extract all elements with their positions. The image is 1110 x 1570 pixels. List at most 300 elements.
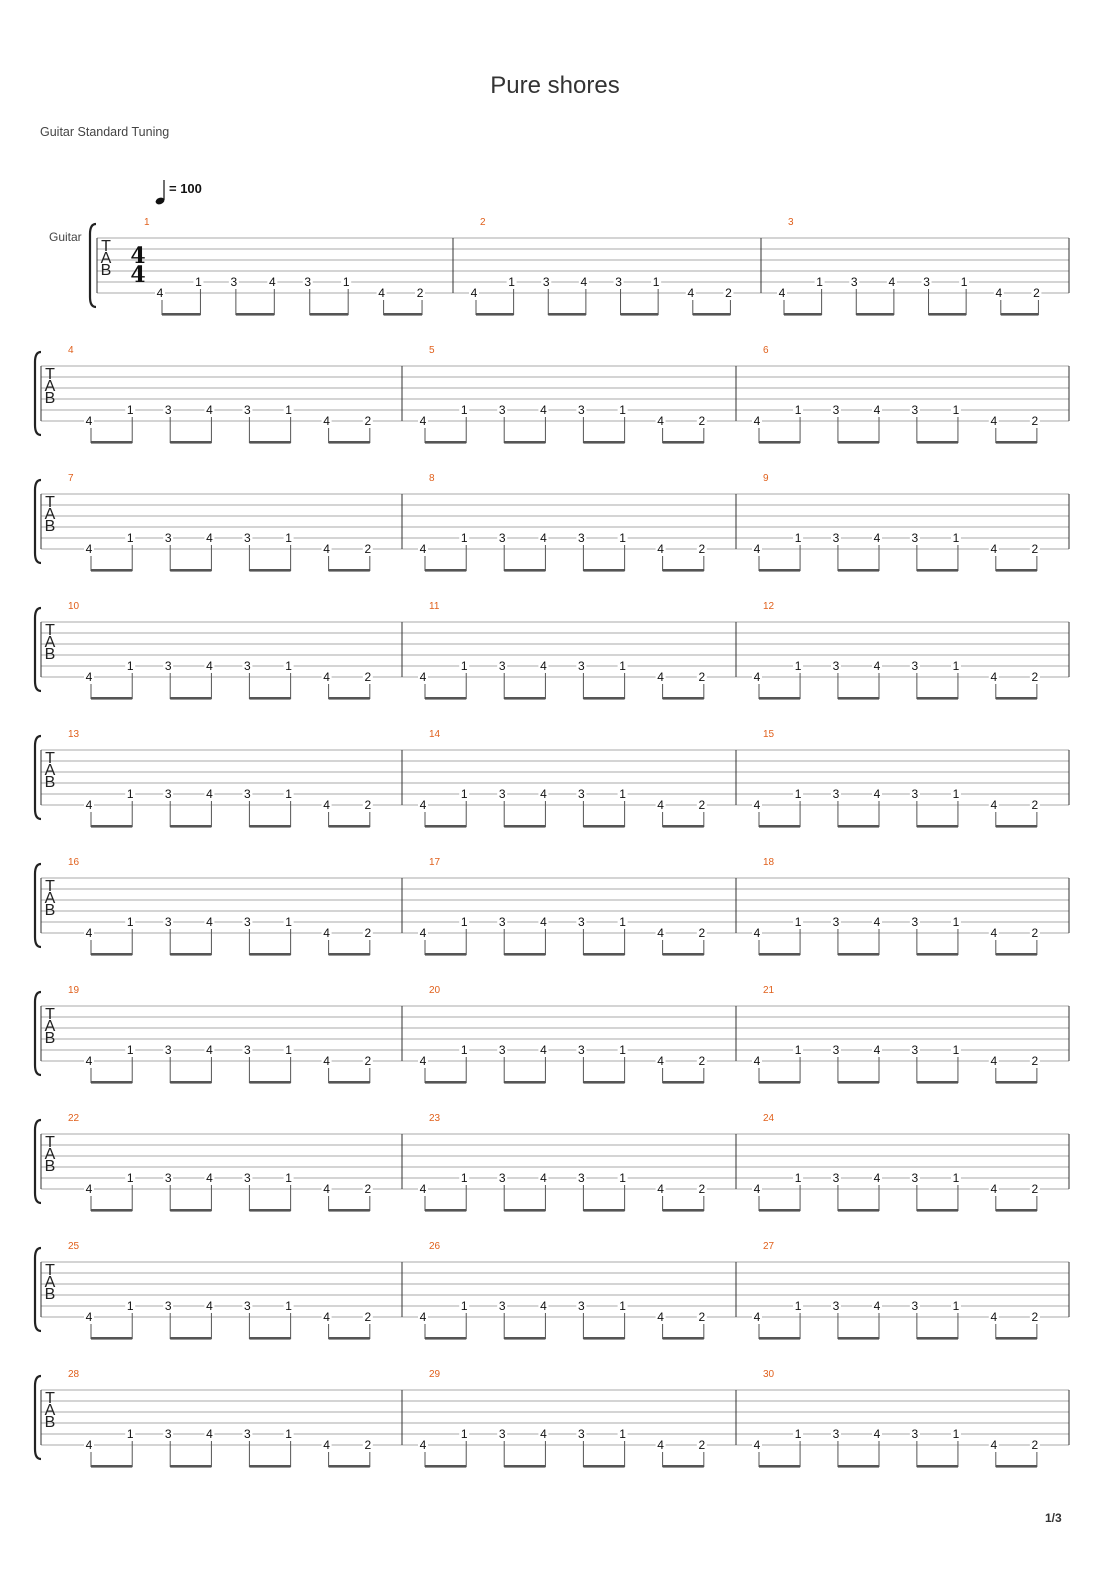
eighth-beam bbox=[91, 953, 132, 956]
fret-number: 3 bbox=[244, 403, 251, 417]
fret-number: 3 bbox=[832, 1427, 840, 1441]
fret-number: 1 bbox=[285, 1043, 292, 1057]
fret-number: 4 bbox=[873, 1299, 881, 1313]
system-brace bbox=[35, 736, 41, 819]
fret-number: 3 bbox=[164, 1171, 172, 1185]
tab-clef-letter: A bbox=[44, 890, 56, 907]
fret-number: 2 bbox=[698, 1438, 706, 1452]
eighth-beam bbox=[425, 1209, 466, 1212]
system-brace bbox=[35, 992, 41, 1075]
eighth-beam bbox=[170, 1465, 211, 1468]
fret-number: 4 bbox=[323, 926, 330, 940]
fret-number: 4 bbox=[657, 1054, 664, 1068]
fret-number: 4 bbox=[419, 798, 427, 812]
fret-number: 3 bbox=[832, 1171, 840, 1185]
tab-clef-letter: A bbox=[44, 1402, 56, 1419]
eighth-beam bbox=[170, 697, 211, 700]
fret-number: 1 bbox=[794, 659, 802, 673]
fret-number: 4 bbox=[873, 787, 881, 801]
fret-number: 4 bbox=[85, 1310, 93, 1324]
eighth-beam bbox=[249, 953, 290, 956]
fret-number: 2 bbox=[364, 542, 372, 556]
measure-number: 10 bbox=[68, 601, 80, 612]
eighth-beam bbox=[663, 825, 704, 828]
fret-number: 4 bbox=[873, 1171, 881, 1185]
measure-number: 24 bbox=[763, 1113, 775, 1124]
fret-number: 4 bbox=[268, 275, 276, 289]
eighth-beam bbox=[996, 441, 1037, 444]
tab-clef-letter: B bbox=[44, 646, 56, 663]
system-brace bbox=[35, 352, 41, 435]
time-signature-denominator: 4 bbox=[130, 262, 146, 288]
eighth-beam bbox=[996, 569, 1037, 572]
fret-number: 2 bbox=[364, 414, 372, 428]
fret-number: 1 bbox=[460, 1043, 468, 1057]
eighth-beam bbox=[693, 313, 731, 316]
fret-number: 1 bbox=[619, 659, 626, 673]
measure-number: 6 bbox=[763, 345, 769, 356]
fret-number: 4 bbox=[778, 286, 786, 300]
fret-number: 1 bbox=[285, 1299, 292, 1313]
fret-number: 2 bbox=[1031, 1438, 1039, 1452]
fret-number: 1 bbox=[952, 915, 960, 929]
tab-clef-letter: T bbox=[45, 366, 55, 383]
fret-number: 1 bbox=[285, 403, 292, 417]
fret-number: 1 bbox=[460, 659, 468, 673]
measure-number: 5 bbox=[429, 345, 435, 356]
fret-number: 2 bbox=[1031, 1182, 1039, 1196]
fret-number: 2 bbox=[698, 1310, 706, 1324]
eighth-beam bbox=[583, 441, 624, 444]
fret-number: 1 bbox=[619, 403, 626, 417]
eighth-beam bbox=[583, 1081, 624, 1084]
eighth-beam bbox=[838, 1337, 879, 1340]
fret-number: 4 bbox=[753, 1054, 761, 1068]
eighth-beam bbox=[759, 1209, 800, 1212]
measure-number: 21 bbox=[763, 985, 775, 996]
eighth-beam bbox=[91, 1209, 132, 1212]
fret-number: 2 bbox=[698, 670, 706, 684]
eighth-beam bbox=[162, 313, 200, 316]
fret-number: 4 bbox=[873, 659, 881, 673]
fret-number: 1 bbox=[460, 1171, 468, 1185]
fret-number: 1 bbox=[619, 1299, 626, 1313]
fret-number: 4 bbox=[540, 915, 547, 929]
eighth-beam bbox=[759, 697, 800, 700]
fret-number: 1 bbox=[619, 531, 626, 545]
measure-number: 2 bbox=[480, 217, 486, 228]
fret-number: 2 bbox=[698, 926, 706, 940]
eighth-beam bbox=[663, 1081, 704, 1084]
fret-number: 3 bbox=[498, 531, 506, 545]
fret-number: 4 bbox=[206, 531, 213, 545]
fret-number: 3 bbox=[304, 275, 312, 289]
fret-number: 3 bbox=[832, 531, 840, 545]
fret-number: 1 bbox=[619, 1043, 626, 1057]
eighth-beam bbox=[170, 441, 211, 444]
fret-number: 3 bbox=[578, 1427, 585, 1441]
tab-clef-letter: B bbox=[44, 1414, 56, 1431]
tab-clef-letter: A bbox=[44, 1274, 56, 1291]
fret-number: 1 bbox=[794, 1427, 802, 1441]
measure-number: 8 bbox=[429, 473, 435, 484]
eighth-beam bbox=[838, 569, 879, 572]
eighth-beam bbox=[996, 1209, 1037, 1212]
fret-number: 3 bbox=[164, 1043, 172, 1057]
fret-number: 1 bbox=[794, 403, 802, 417]
tab-clef-letter: A bbox=[44, 1018, 56, 1035]
fret-number: 3 bbox=[923, 275, 930, 289]
fret-number: 1 bbox=[285, 1427, 292, 1441]
fret-number: 4 bbox=[323, 670, 330, 684]
eighth-beam bbox=[583, 825, 624, 828]
fret-number: 1 bbox=[794, 915, 802, 929]
eighth-beam bbox=[548, 313, 586, 316]
measure-number: 30 bbox=[763, 1369, 775, 1380]
fret-number: 3 bbox=[850, 275, 858, 289]
page-number: 1/3 bbox=[1045, 1511, 1062, 1525]
fret-number: 4 bbox=[888, 275, 896, 289]
eighth-beam bbox=[425, 1337, 466, 1340]
eighth-beam bbox=[425, 953, 466, 956]
eighth-beam bbox=[663, 441, 704, 444]
fret-number: 4 bbox=[990, 1054, 998, 1068]
eighth-beam bbox=[329, 1209, 370, 1212]
fret-number: 2 bbox=[1033, 286, 1040, 300]
fret-number: 4 bbox=[206, 1171, 213, 1185]
fret-number: 1 bbox=[285, 659, 292, 673]
eighth-beam bbox=[170, 569, 211, 572]
eighth-beam bbox=[759, 441, 800, 444]
measure-number: 19 bbox=[68, 985, 80, 996]
eighth-beam bbox=[838, 697, 879, 700]
fret-number: 3 bbox=[244, 787, 251, 801]
fret-number: 1 bbox=[619, 787, 626, 801]
eighth-beam bbox=[170, 953, 211, 956]
fret-number: 3 bbox=[498, 403, 506, 417]
fret-number: 1 bbox=[952, 787, 960, 801]
tab-clef-letter: A bbox=[44, 378, 56, 395]
fret-number: 4 bbox=[540, 403, 547, 417]
measure-number: 22 bbox=[68, 1113, 80, 1124]
eighth-beam bbox=[583, 1337, 624, 1340]
tab-clef-letter: A bbox=[44, 506, 56, 523]
measure-number: 4 bbox=[68, 345, 74, 356]
fret-number: 4 bbox=[206, 915, 213, 929]
fret-number: 3 bbox=[832, 659, 840, 673]
measure-number: 12 bbox=[763, 601, 775, 612]
eighth-beam bbox=[917, 1337, 958, 1340]
measure-number: 15 bbox=[763, 729, 775, 740]
fret-number: 1 bbox=[126, 659, 134, 673]
fret-number: 4 bbox=[657, 670, 664, 684]
fret-number: 4 bbox=[540, 1299, 547, 1313]
fret-number: 4 bbox=[657, 542, 664, 556]
fret-number: 3 bbox=[578, 1299, 585, 1313]
time-signature-numerator: 4 bbox=[130, 243, 146, 269]
fret-number: 4 bbox=[657, 926, 664, 940]
fret-number: 1 bbox=[794, 1299, 802, 1313]
fret-number: 2 bbox=[1031, 798, 1039, 812]
fret-number: 4 bbox=[753, 414, 761, 428]
fret-number: 4 bbox=[990, 1182, 998, 1196]
eighth-beam bbox=[170, 825, 211, 828]
tempo-marking: = 100 bbox=[169, 181, 202, 196]
fret-number: 1 bbox=[285, 1171, 292, 1185]
eighth-beam bbox=[329, 825, 370, 828]
eighth-beam bbox=[583, 697, 624, 700]
fret-number: 4 bbox=[873, 1043, 881, 1057]
measure-number: 29 bbox=[429, 1369, 441, 1380]
fret-number: 1 bbox=[126, 1171, 134, 1185]
fret-number: 3 bbox=[578, 1043, 585, 1057]
eighth-beam bbox=[425, 1081, 466, 1084]
fret-number: 4 bbox=[657, 1182, 664, 1196]
fret-number: 1 bbox=[126, 403, 134, 417]
eighth-beam bbox=[996, 825, 1037, 828]
fret-number: 3 bbox=[498, 915, 506, 929]
fret-number: 1 bbox=[460, 1427, 468, 1441]
eighth-beam bbox=[838, 825, 879, 828]
measure-number: 13 bbox=[68, 729, 80, 740]
eighth-beam bbox=[425, 1465, 466, 1468]
fret-number: 3 bbox=[911, 531, 919, 545]
eighth-beam bbox=[249, 825, 290, 828]
fret-number: 3 bbox=[498, 1427, 506, 1441]
fret-number: 4 bbox=[657, 1438, 664, 1452]
eighth-beam bbox=[917, 441, 958, 444]
fret-number: 3 bbox=[498, 1043, 506, 1057]
fret-number: 4 bbox=[990, 414, 998, 428]
eighth-beam bbox=[663, 569, 704, 572]
eighth-beam bbox=[838, 1209, 879, 1212]
eighth-beam bbox=[425, 569, 466, 572]
tab-clef-letter: A bbox=[44, 1146, 56, 1163]
fret-number: 4 bbox=[85, 1182, 93, 1196]
fret-number: 4 bbox=[419, 1438, 427, 1452]
system-brace bbox=[90, 224, 96, 307]
fret-number: 4 bbox=[85, 1438, 93, 1452]
fret-number: 1 bbox=[794, 1171, 802, 1185]
fret-number: 1 bbox=[619, 1171, 626, 1185]
eighth-beam bbox=[170, 1081, 211, 1084]
measure-number: 28 bbox=[68, 1369, 80, 1380]
eighth-beam bbox=[504, 441, 545, 444]
fret-number: 3 bbox=[164, 659, 172, 673]
fret-number: 2 bbox=[725, 286, 732, 300]
eighth-beam bbox=[91, 569, 132, 572]
fret-number: 1 bbox=[952, 1043, 960, 1057]
fret-number: 1 bbox=[952, 531, 960, 545]
eighth-beam bbox=[91, 1337, 132, 1340]
fret-number: 1 bbox=[285, 915, 292, 929]
measure-number: 16 bbox=[68, 857, 80, 868]
eighth-beam bbox=[504, 1081, 545, 1084]
fret-number: 4 bbox=[323, 1310, 330, 1324]
tab-clef-letter: B bbox=[44, 1286, 56, 1303]
eighth-beam bbox=[583, 1465, 624, 1468]
eighth-beam bbox=[759, 1465, 800, 1468]
fret-number: 3 bbox=[498, 787, 506, 801]
fret-number: 3 bbox=[911, 1299, 919, 1313]
fret-number: 4 bbox=[753, 670, 761, 684]
fret-number: 4 bbox=[580, 275, 588, 289]
tab-clef-letter: T bbox=[45, 750, 55, 767]
fret-number: 4 bbox=[753, 926, 761, 940]
fret-number: 1 bbox=[460, 403, 468, 417]
fret-number: 1 bbox=[285, 531, 292, 545]
eighth-beam bbox=[249, 1337, 290, 1340]
fret-number: 1 bbox=[126, 1427, 134, 1441]
fret-number: 1 bbox=[460, 531, 468, 545]
system-brace bbox=[35, 1248, 41, 1331]
fret-number: 3 bbox=[244, 1171, 251, 1185]
fret-number: 3 bbox=[164, 1299, 172, 1313]
eighth-beam bbox=[504, 825, 545, 828]
tab-clef-letter: B bbox=[44, 518, 56, 535]
fret-number: 2 bbox=[364, 670, 372, 684]
fret-number: 4 bbox=[419, 542, 427, 556]
fret-number: 3 bbox=[911, 403, 919, 417]
fret-number: 3 bbox=[498, 659, 506, 673]
measure-number: 23 bbox=[429, 1113, 441, 1124]
fret-number: 4 bbox=[323, 414, 330, 428]
fret-number: 1 bbox=[460, 1299, 468, 1313]
eighth-beam bbox=[759, 1337, 800, 1340]
eighth-beam bbox=[249, 1465, 290, 1468]
eighth-beam bbox=[91, 697, 132, 700]
eighth-beam bbox=[425, 697, 466, 700]
fret-number: 4 bbox=[206, 403, 213, 417]
fret-number: 1 bbox=[126, 787, 134, 801]
fret-number: 1 bbox=[952, 1171, 960, 1185]
fret-number: 4 bbox=[753, 1438, 761, 1452]
eighth-beam bbox=[384, 313, 422, 316]
page-title: Pure shores bbox=[490, 72, 620, 99]
eighth-beam bbox=[663, 1209, 704, 1212]
eighth-beam bbox=[329, 1465, 370, 1468]
eighth-beam bbox=[504, 697, 545, 700]
fret-number: 4 bbox=[206, 1043, 213, 1057]
eighth-beam bbox=[838, 1081, 879, 1084]
eighth-beam bbox=[663, 697, 704, 700]
fret-number: 4 bbox=[540, 1171, 547, 1185]
fret-number: 2 bbox=[364, 798, 372, 812]
fret-number: 4 bbox=[540, 1043, 547, 1057]
tab-clef-letter: B bbox=[44, 774, 56, 791]
eighth-beam bbox=[329, 1337, 370, 1340]
eighth-beam bbox=[91, 441, 132, 444]
eighth-beam bbox=[996, 1337, 1037, 1340]
fret-number: 1 bbox=[285, 787, 292, 801]
fret-number: 4 bbox=[873, 915, 881, 929]
fret-number: 4 bbox=[85, 670, 93, 684]
fret-number: 1 bbox=[794, 1043, 802, 1057]
eighth-beam bbox=[476, 313, 514, 316]
fret-number: 2 bbox=[698, 1182, 706, 1196]
fret-number: 1 bbox=[508, 275, 515, 289]
tab-clef-letter: A bbox=[100, 250, 112, 267]
fret-number: 2 bbox=[364, 1310, 372, 1324]
eighth-beam bbox=[91, 1081, 132, 1084]
fret-number: 3 bbox=[164, 787, 172, 801]
fret-number: 4 bbox=[206, 1299, 213, 1313]
fret-number: 1 bbox=[952, 403, 960, 417]
fret-number: 2 bbox=[364, 1438, 372, 1452]
fret-number: 3 bbox=[244, 659, 251, 673]
fret-number: 3 bbox=[498, 1299, 506, 1313]
fret-number: 1 bbox=[952, 1299, 960, 1313]
eighth-beam bbox=[759, 569, 800, 572]
tab-clef-letter: B bbox=[44, 390, 56, 407]
eighth-beam bbox=[249, 1081, 290, 1084]
system-brace bbox=[35, 1120, 41, 1203]
measure-number: 20 bbox=[429, 985, 441, 996]
eighth-beam bbox=[249, 697, 290, 700]
fret-number: 4 bbox=[540, 531, 547, 545]
eighth-beam bbox=[838, 953, 879, 956]
eighth-beam bbox=[425, 825, 466, 828]
fret-number: 3 bbox=[578, 787, 585, 801]
fret-number: 4 bbox=[657, 1310, 664, 1324]
system-brace bbox=[35, 864, 41, 947]
tab-clef-letter: T bbox=[101, 238, 111, 255]
fret-number: 1 bbox=[619, 915, 626, 929]
eighth-beam bbox=[249, 1209, 290, 1212]
fret-number: 3 bbox=[578, 403, 585, 417]
eighth-beam bbox=[759, 825, 800, 828]
fret-number: 4 bbox=[753, 1182, 761, 1196]
fret-number: 4 bbox=[995, 286, 1003, 300]
fret-number: 4 bbox=[206, 1427, 213, 1441]
fret-number: 3 bbox=[911, 1043, 919, 1057]
fret-number: 2 bbox=[698, 1054, 706, 1068]
measure-number: 18 bbox=[763, 857, 775, 868]
eighth-beam bbox=[504, 1209, 545, 1212]
fret-number: 1 bbox=[195, 275, 202, 289]
fret-number: 3 bbox=[832, 1043, 840, 1057]
tab-clef-letter: T bbox=[45, 1134, 55, 1151]
system-brace bbox=[35, 1376, 41, 1459]
fret-number: 2 bbox=[364, 1054, 372, 1068]
eighth-beam bbox=[249, 441, 290, 444]
fret-number: 4 bbox=[990, 926, 998, 940]
fret-number: 1 bbox=[952, 1427, 960, 1441]
fret-number: 3 bbox=[244, 531, 251, 545]
fret-number: 3 bbox=[578, 1171, 585, 1185]
fret-number: 1 bbox=[460, 787, 468, 801]
fret-number: 3 bbox=[615, 275, 622, 289]
eighth-beam bbox=[838, 1465, 879, 1468]
eighth-beam bbox=[838, 441, 879, 444]
fret-number: 4 bbox=[540, 787, 547, 801]
tab-clef-letter: T bbox=[45, 1006, 55, 1023]
eighth-beam bbox=[784, 313, 822, 316]
eighth-beam bbox=[917, 697, 958, 700]
fret-number: 1 bbox=[960, 275, 968, 289]
tab-clef-letter: T bbox=[45, 622, 55, 639]
fret-number: 4 bbox=[753, 1310, 761, 1324]
fret-number: 4 bbox=[419, 1310, 427, 1324]
fret-number: 3 bbox=[911, 1427, 919, 1441]
eighth-beam bbox=[663, 1337, 704, 1340]
measure-number: 3 bbox=[788, 217, 794, 228]
fret-number: 4 bbox=[85, 798, 93, 812]
fret-number: 3 bbox=[911, 915, 919, 929]
eighth-beam bbox=[663, 1465, 704, 1468]
eighth-beam bbox=[91, 825, 132, 828]
fret-number: 3 bbox=[832, 787, 840, 801]
